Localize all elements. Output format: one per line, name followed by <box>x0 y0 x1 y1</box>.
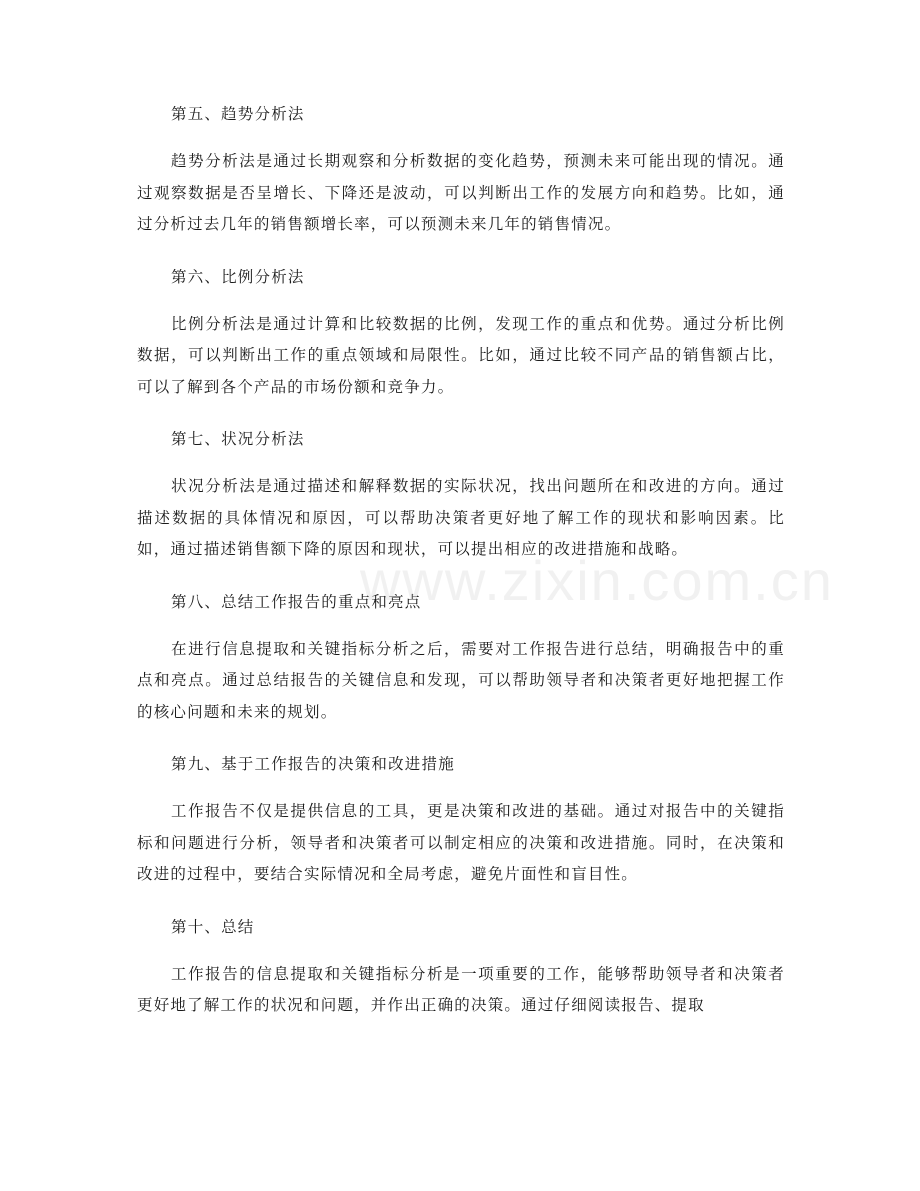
paragraph-line: 策者更好地了解工作的状况和问题，并作出正确的决策。通过仔细阅读报告、提取 <box>137 964 785 1014</box>
paragraph-line: 键指标和问题进行分析，领导者和决策者可以制定相应的决策和改进措施。同时， <box>137 802 785 852</box>
section-heading: 第六、比例分析法 <box>171 267 305 286</box>
section-heading: 第九、基于工作报告的决策和改进措施 <box>171 755 455 773</box>
section-paragraph <box>137 634 785 729</box>
paragraph-line: 工作报告的信息提取和关键指标分析是一项重要的工作，能够帮助领导者和决 <box>171 964 752 983</box>
paragraph-line: 额占比，可以了解到各个产品的市场份额和竞争力。 <box>137 346 785 396</box>
section-paragraph <box>137 796 785 891</box>
paragraph-line: 的重点和亮点。通过总结报告的关键信息和发现，可以帮助领导者和决策者更好地 <box>137 639 785 689</box>
section-heading: 第十、总结 <box>171 917 255 936</box>
section-paragraph <box>137 959 785 1022</box>
section-paragraph <box>137 471 785 566</box>
paragraph-line: 在进行信息提取和关键指标分析之后，需要对工作报告进行总结，明确报告中 <box>171 639 752 658</box>
paragraph-line: 通过描述数据的具体情况和原因，可以帮助决策者更好地了解工作的现状和影响因 <box>137 477 785 527</box>
document-body <box>137 100 785 1044</box>
section-heading: 第七、状况分析法 <box>171 430 305 448</box>
paragraph-line: 比如，通过分析过去几年的销售额增长率，可以预测未来几年的销售情况。 <box>137 183 785 233</box>
paragraph-line: 比例分析法是通过计算和比较数据的比例，发现工作的重点和优势。通过分析 <box>171 314 752 333</box>
section-heading: 第八、总结工作报告的重点和亮点 <box>171 592 422 611</box>
watermark: www.zixin.com.cn <box>360 549 834 612</box>
paragraph-line: 状况分析法是通过描述和解释数据的实际状况，找出问题所在和改进的方向。 <box>171 477 752 495</box>
paragraph-line: 比例数据，可以判断出工作的重点领域和局限性。比如，通过比较不同产品的销售 <box>137 314 785 364</box>
paragraph-line: 把握工作的核心问题和未来的规划。 <box>137 671 785 721</box>
section-paragraph <box>137 309 785 404</box>
paragraph-line: 素。比如，通过描述销售额下降的原因和现状，可以提出相应的改进措施和战略。 <box>137 508 785 558</box>
paragraph-line: 工作报告不仅是提供信息的工具，更是决策和改进的基础。通过对报告中的关 <box>171 802 752 820</box>
paragraph-line: 在决策和改进的过程中，要结合实际情况和全局考虑，避免片面性和盲目性。 <box>137 833 785 883</box>
paragraph-line: 。通过观察数据是否呈增长、下降还是波动，可以判断出工作的发展方向和趋势。 <box>137 152 785 202</box>
section-paragraph <box>137 146 785 241</box>
paragraph-line: 趋势分析法是通过长期观察和分析数据的变化趋势，预测未来可能出现的情况 <box>171 152 752 170</box>
section-heading: 第五、趋势分析法 <box>171 105 305 123</box>
